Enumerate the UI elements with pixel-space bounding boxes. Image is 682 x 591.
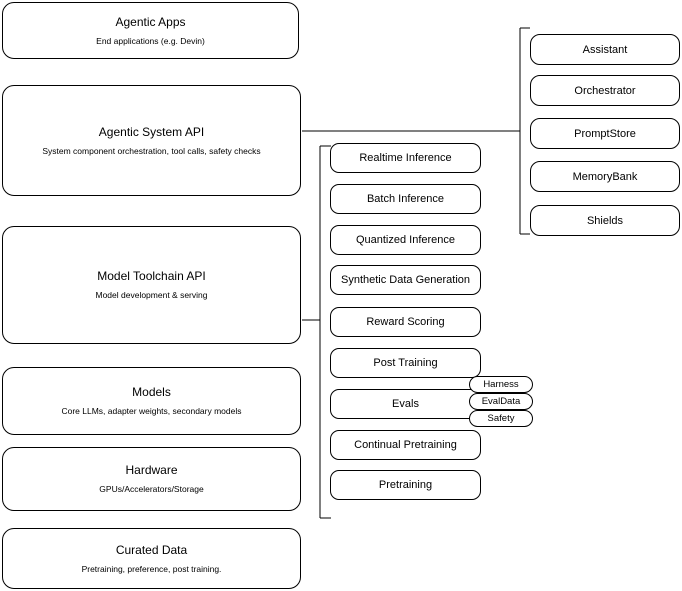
toolchain-component-label: Quantized Inference [355, 234, 456, 246]
eval-badge-label: EvalData [481, 396, 521, 407]
stack-item-subtitle: Model development & serving [95, 290, 208, 300]
stack-item-hardware[interactable] [2, 447, 301, 511]
stack-item-agentic-system-api[interactable] [2, 85, 301, 196]
toolchain-component-pretraining[interactable] [330, 470, 481, 500]
agentic-component-promptstore[interactable] [530, 118, 680, 149]
agentic-component-memorybank[interactable] [530, 161, 680, 192]
toolchain-component-realtime-inference[interactable] [330, 143, 481, 173]
agentic-component-label: Shields [586, 214, 624, 227]
agentic-component-shields[interactable] [530, 205, 680, 236]
stack-item-subtitle: System component orchestration, tool calls, safety checks [42, 145, 261, 156]
stack-item-subtitle: Pretraining, preference, post training. [81, 563, 222, 574]
eval-badge-label: Harness [483, 379, 519, 390]
stack-item-title: Curated Data [115, 542, 188, 557]
agentic-component-assistant[interactable] [530, 34, 680, 65]
stack-item-title: Hardware [125, 463, 178, 477]
agentic-component-label: Assistant [582, 43, 628, 56]
stack-item-title: Models [132, 385, 171, 399]
toolchain-component-label: Post Training [373, 357, 438, 369]
agentic-component-label: Orchestrator [574, 84, 636, 97]
stack-item-title: Agentic Apps [115, 14, 186, 29]
toolchain-component-reward-scoring[interactable] [330, 307, 481, 337]
toolchain-component-continual-pretraining[interactable] [330, 430, 481, 460]
agentic-component-label: PromptStore [574, 127, 636, 140]
toolchain-component-evals[interactable] [330, 389, 481, 419]
stack-item-models[interactable] [2, 367, 301, 435]
eval-badge-harness[interactable] [469, 376, 533, 393]
toolchain-component-label: Pretraining [378, 479, 433, 491]
toolchain-component-label: Reward Scoring [366, 316, 445, 328]
eval-badge-evaldata[interactable] [469, 393, 533, 410]
eval-badge-label: Safety [487, 413, 515, 424]
stack-item-model-toolchain-api[interactable] [2, 226, 301, 344]
agentic-component-label: MemoryBank [572, 170, 638, 183]
toolchain-component-label: Evals [392, 398, 419, 410]
stack-item-subtitle: End applications (e.g. Devin) [96, 35, 205, 46]
agentic-component-orchestrator[interactable] [530, 75, 680, 106]
toolchain-component-label: Synthetic Data Generation [340, 274, 471, 286]
stack-item-subtitle: GPUs/Accelerators/Storage [99, 484, 204, 494]
toolchain-component-label: Continual Pretraining [354, 439, 457, 451]
toolchain-component-label: Batch Inference [366, 193, 445, 205]
stack-item-title: Agentic System API [98, 124, 205, 139]
eval-badge-safety[interactable] [469, 410, 533, 427]
stack-item-curated-data[interactable] [2, 528, 301, 589]
toolchain-component-batch-inference[interactable] [330, 184, 481, 214]
toolchain-component-quantized-inference[interactable] [330, 225, 481, 255]
toolchain-component-label: Realtime Inference [359, 152, 452, 164]
stack-item-subtitle: Core LLMs, adapter weights, secondary models [61, 406, 242, 416]
stack-item-title: Model Toolchain API [97, 269, 206, 283]
stack-item-agentic-apps[interactable] [2, 2, 299, 59]
toolchain-component-post-training[interactable] [330, 348, 481, 378]
toolchain-component-synthetic-data-generation[interactable] [330, 265, 481, 295]
